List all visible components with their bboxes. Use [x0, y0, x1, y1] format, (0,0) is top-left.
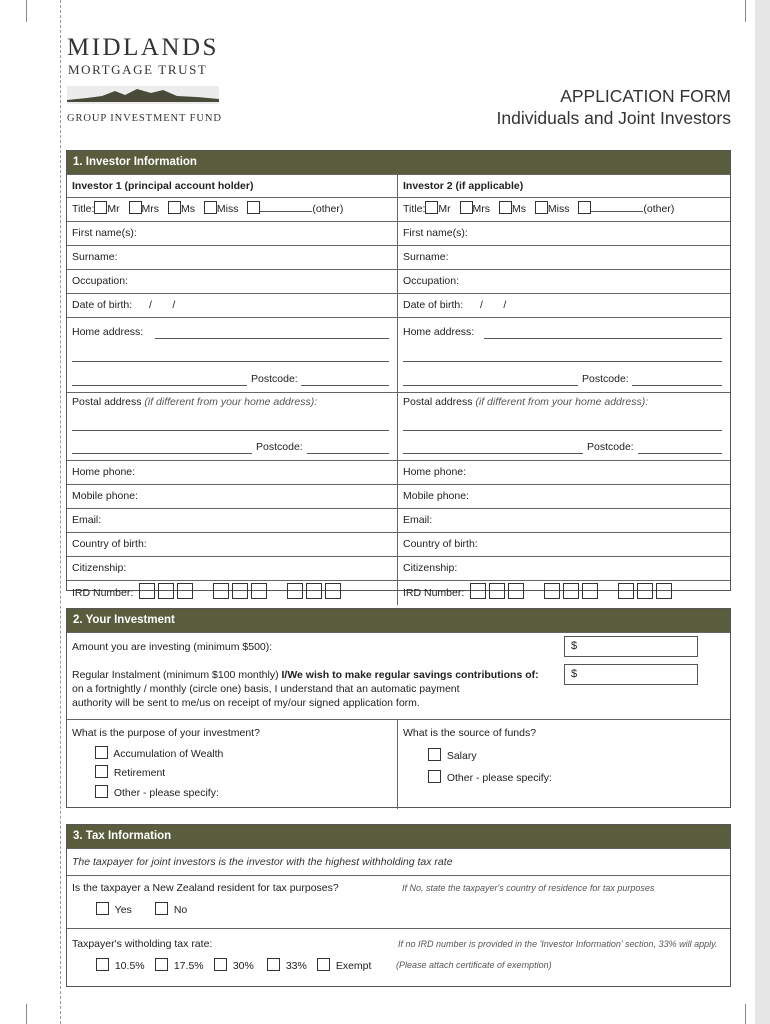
- ird-digit-box[interactable]: [563, 583, 579, 599]
- section-heading: 1. Investor Information: [67, 151, 730, 174]
- investor2-occupation-field[interactable]: Occupation:: [403, 275, 460, 287]
- resident-note: If No, state the taxpayer's country of residence for tax purposes: [402, 883, 655, 893]
- ms-checkbox[interactable]: [499, 201, 512, 214]
- instalment-block: Regular Instalment (minimum $100 monthly) I/We wish to make regular savings contributions of: on a fortnightly / monthly (circle one) basis, I understand that an automatic payment authority will be sent to me/us on receipt of my/our signed application form. $: [67, 661, 730, 719]
- investor1-first-names-field[interactable]: First name(s):: [67, 222, 398, 245]
- investor1-citizenship-field[interactable]: Citizenship:: [67, 557, 398, 580]
- ird-digit-box[interactable]: [177, 583, 193, 599]
- ird-digit-box[interactable]: [470, 583, 486, 599]
- other-title-checkbox[interactable]: [247, 201, 260, 214]
- section-heading: 3. Tax Information: [67, 825, 730, 848]
- ird-digit-box[interactable]: [213, 583, 229, 599]
- rate-17-5-checkbox[interactable]: [155, 958, 168, 971]
- resident-no-checkbox[interactable]: [155, 902, 168, 915]
- investor2-citizenship-field[interactable]: Citizenship:: [403, 562, 458, 574]
- mr-checkbox[interactable]: [94, 201, 107, 214]
- form-subtitle: Individuals and Joint Investors: [496, 108, 731, 128]
- source-of-funds-group: What is the source of funds? Salary Other - please specify:: [403, 727, 552, 784]
- source-other-checkbox[interactable]: [428, 770, 441, 783]
- postcode-label: Postcode:: [587, 441, 634, 453]
- instalment-input[interactable]: $: [564, 664, 698, 685]
- logo-hills-graphic: [67, 84, 219, 106]
- ird-digit-box[interactable]: [544, 583, 560, 599]
- crop-mark: [26, 0, 27, 22]
- investor1-home-address-field[interactable]: Home address: Postcode:: [67, 318, 398, 392]
- retirement-checkbox[interactable]: [95, 765, 108, 778]
- investor2-surname-field[interactable]: Surname:: [403, 251, 449, 263]
- investor2-email-field[interactable]: Email:: [403, 514, 433, 526]
- salary-checkbox[interactable]: [428, 748, 441, 761]
- purpose-other-checkbox[interactable]: [95, 785, 108, 798]
- amount-input[interactable]: $: [564, 636, 698, 657]
- ird-digit-box[interactable]: [508, 583, 524, 599]
- investor2-title-row: Title: Mr Mrs Ms Miss (other): [403, 203, 675, 215]
- mrs-checkbox[interactable]: [129, 201, 142, 214]
- ird-digit-box[interactable]: [637, 583, 653, 599]
- investor1-country-of-birth-field[interactable]: Country of birth:: [67, 533, 398, 556]
- resident-yes-checkbox[interactable]: [96, 902, 109, 915]
- ms-checkbox[interactable]: [168, 201, 181, 214]
- investor2-dob-field[interactable]: Date of birth: / /: [403, 299, 507, 311]
- investor2-first-names-field[interactable]: First name(s):: [403, 227, 468, 239]
- ird-digit-box[interactable]: [287, 583, 303, 599]
- ird-digit-box[interactable]: [582, 583, 598, 599]
- ird-digit-box[interactable]: [158, 583, 174, 599]
- rate-33-checkbox[interactable]: [267, 958, 280, 971]
- investor1-occupation-field[interactable]: Occupation:: [67, 270, 398, 293]
- rate-30-checkbox[interactable]: [214, 958, 227, 971]
- investor1-mobile-phone-field[interactable]: Mobile phone:: [67, 485, 398, 508]
- amount-label: Amount you are investing (minimum $500):: [72, 641, 273, 653]
- ird-digit-box[interactable]: [325, 583, 341, 599]
- mrs-checkbox[interactable]: [460, 201, 473, 214]
- investor1-ird-number-row: IRD Number:: [67, 581, 398, 605]
- other-title-field[interactable]: [260, 203, 312, 212]
- tax-note: The taxpayer for joint investors is the investor with the highest withholding tax rate: [72, 856, 453, 868]
- other-title-field[interactable]: [591, 203, 643, 212]
- crop-mark: [745, 0, 746, 22]
- investment-purpose-group: What is the purpose of your investment? Accumulation of Wealth Retirement Other - please specify:: [67, 720, 398, 809]
- title-label: Title:: [403, 203, 426, 215]
- crop-mark: [26, 1004, 27, 1024]
- investor2-home-address-field[interactable]: Home address: Postcode:: [398, 318, 730, 392]
- postcode-label: Postcode:: [256, 441, 303, 453]
- tax-rate-note: If no IRD number is provided in the 'Investor Information' section, 33% will apply.: [398, 939, 718, 949]
- mr-checkbox[interactable]: [425, 201, 438, 214]
- exempt-note: (Please attach certificate of exemption): [396, 960, 552, 970]
- ird-digit-box[interactable]: [139, 583, 155, 599]
- perforation-line: [60, 0, 61, 1024]
- rate-10-5-checkbox[interactable]: [96, 958, 109, 971]
- investor1-postal-address-field[interactable]: Postal address (if different from your home address): Postcode:: [67, 393, 398, 460]
- rate-exempt-checkbox[interactable]: [317, 958, 330, 971]
- investor2-mobile-phone-field[interactable]: Mobile phone:: [403, 490, 469, 502]
- accumulation-checkbox[interactable]: [95, 746, 108, 759]
- section-heading: 2. Your Investment: [67, 609, 730, 632]
- investor2-home-phone-field[interactable]: Home phone:: [403, 466, 467, 478]
- logo-org-name: MIDLANDS: [67, 34, 219, 61]
- miss-checkbox[interactable]: [204, 201, 217, 214]
- investor2-heading: Investor 2 (if applicable): [403, 180, 524, 192]
- ird-digit-box[interactable]: [489, 583, 505, 599]
- form-title: APPLICATION FORM: [560, 86, 731, 106]
- logo-org-sub: MORTGAGE TRUST: [68, 62, 208, 77]
- other-title-checkbox[interactable]: [578, 201, 591, 214]
- resident-question: Is the taxpayer a New Zealand resident for tax purposes?: [72, 882, 339, 894]
- crop-mark: [745, 1004, 746, 1024]
- your-investment-section: [66, 608, 731, 808]
- investor1-email-field[interactable]: Email:: [67, 509, 398, 532]
- miss-checkbox[interactable]: [535, 201, 548, 214]
- postcode-label: Postcode:: [582, 373, 629, 385]
- ird-digit-box[interactable]: [251, 583, 267, 599]
- investor1-home-phone-field[interactable]: Home phone:: [67, 461, 398, 484]
- investor1-heading: Investor 1 (principal account holder): [67, 175, 398, 197]
- investor2-postal-address-field[interactable]: Postal address (if different from your home address): Postcode:: [398, 393, 730, 460]
- ird-digit-box[interactable]: [618, 583, 634, 599]
- investor1-surname-field[interactable]: Surname:: [67, 246, 398, 269]
- investor2-country-of-birth-field[interactable]: Country of birth:: [403, 538, 478, 550]
- postcode-label: Postcode:: [251, 373, 298, 385]
- page-margin: [755, 0, 770, 1024]
- investor-information-section: [66, 150, 731, 599]
- ird-digit-box[interactable]: [656, 583, 672, 599]
- investor1-title-row: Title: Mr Mrs Ms Miss (other): [67, 198, 398, 221]
- title-label: Title:: [72, 203, 95, 215]
- investor2-ird-number-row: IRD Number:: [398, 581, 730, 605]
- tax-information-section: 3. Tax Information The taxpayer for joint investors is the investor with the highest withholding tax rate Is the taxpayer a New Zealand resident for tax purposes? If No, state the taxpayer's country of residence for tax purposes Yes No Taxpayer's witholding tax rate: If no IRD number is provided in the 'Investor Information' section, 33% will apply. 10.5% 17.5% 30% 33% Exempt (Please attach certificate of exemption): [66, 824, 731, 987]
- tax-rate-question: Taxpayer's witholding tax rate:: [72, 938, 213, 950]
- investor1-dob-field[interactable]: Date of birth: / /: [67, 294, 398, 317]
- logo-fund-name: GROUP INVESTMENT FUND: [67, 113, 222, 124]
- ird-digit-box[interactable]: [306, 583, 322, 599]
- ird-digit-box[interactable]: [232, 583, 248, 599]
